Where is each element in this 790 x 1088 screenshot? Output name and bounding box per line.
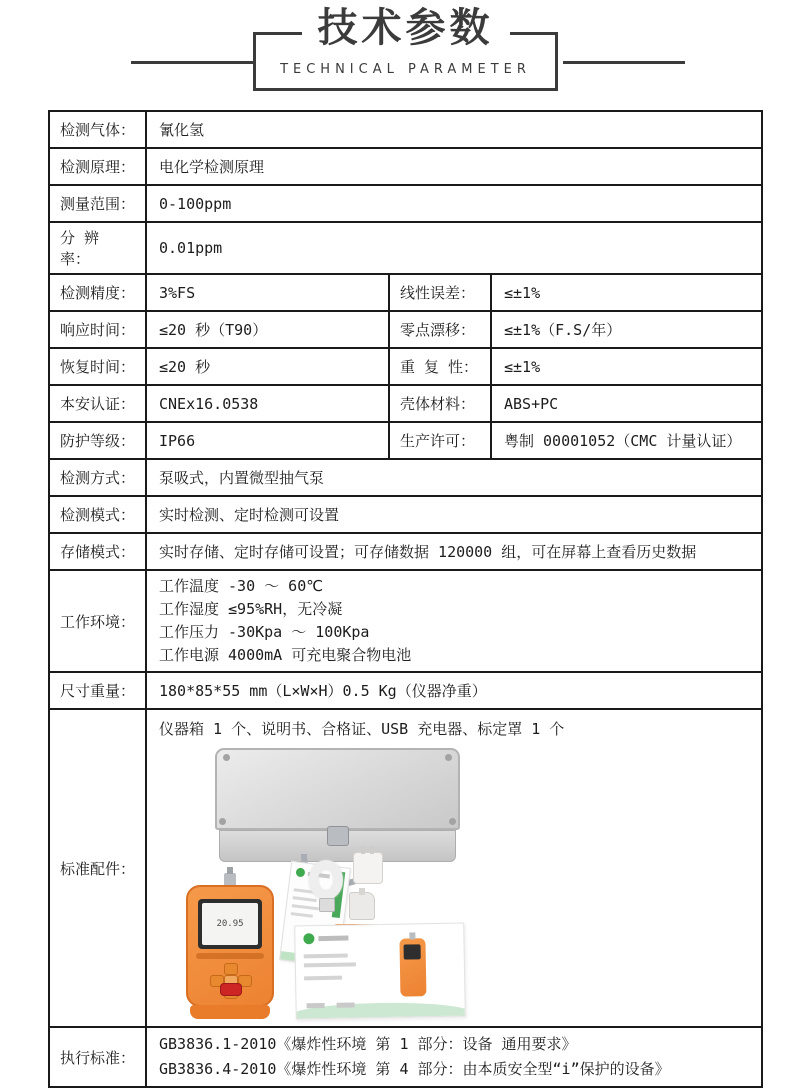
row-label: 防护等级： [49,422,146,459]
standard-line: GB3836.4-2010《爆炸性环境 第 4 部分：由本质安全型“i”保护的设备》 [159,1060,670,1078]
row-value [146,570,762,672]
plug-adapter [349,892,375,920]
row-label: 检测气体： [49,111,146,148]
page-subtitle: TECHNICAL PARAMETER [280,62,531,77]
row-value: ≤20 秒（T90） [146,311,389,348]
row-value: 电化学检测原理 [146,148,762,185]
table-row [49,422,762,459]
env-line: 工作电源 4000mA 可充电聚合物电池 [159,646,412,664]
table-row-work-environment [49,570,762,672]
table-row [49,274,762,311]
product-manual [294,923,466,1020]
row-label: 检测精度： [49,274,146,311]
standard-line: GB3836.1-2010《爆炸性环境 第 1 部分：设备 通用要求》 [159,1035,577,1053]
spec-table [48,110,763,1088]
row-value: 氰化氢 [146,111,762,148]
header-right-rule [563,61,685,64]
power-button [220,983,242,996]
row-label: 测量范围： [49,185,146,222]
row-label: 壳体材料： [389,385,491,422]
row-label: 零点漂移： [389,311,491,348]
table-row [49,385,762,422]
row-value: IP66 [146,422,389,459]
table-row [49,459,762,496]
row-value: 实时检测、定时检测可设置 [146,496,762,533]
manual-title-line [318,936,348,942]
detector-screen [198,899,262,949]
row-label: 标准配件： [49,709,146,1027]
row-value: ≤±1% [491,274,762,311]
row-value: ≤±1%（F.S/年） [491,311,762,348]
row-label: 检测模式： [49,496,146,533]
usb-cable [307,858,347,912]
row-value: 180*85*55 mm（L×W×H）0.5 Kg（仪器净重） [146,672,762,709]
row-label: 尺寸重量： [49,672,146,709]
table-row [49,111,762,148]
row-label: 线性误差： [389,274,491,311]
page-header [0,0,790,104]
case-corner [223,754,230,761]
detector-lcd: 20.95 [202,903,258,945]
table-row [49,348,762,385]
row-label: 工作环境： [49,570,146,672]
case-lock [327,826,349,846]
table-row-accessories [49,709,762,1027]
row-value: CNEx16.0538 [146,385,389,422]
title-box [253,5,558,91]
table-row [49,672,762,709]
env-line: 工作湿度 ≤95%RH，无冷凝 [159,600,343,618]
row-label: 本安认证： [49,385,146,422]
row-value: 3%FS [146,274,389,311]
row-value: 实时存储、定时存储可设置；可存储数据 120000 组，可在屏幕上查看历史数据 [146,533,762,570]
case-corner [449,818,456,825]
usb-connector [319,898,335,912]
row-value: 泵吸式，内置微型抽气泵 [146,459,762,496]
power-plug [353,852,383,884]
table-row [49,185,762,222]
manual-device-image [399,938,426,996]
detector-body [186,885,274,1007]
detector-base [190,1005,270,1019]
usb-cable-coil [309,860,343,900]
detector-label-strip [196,953,264,959]
row-value: ≤±1% [491,348,762,385]
row-value [146,709,762,1027]
brand-logo-icon [303,933,314,944]
row-label: 检测方式： [49,459,146,496]
row-value [146,1027,762,1087]
env-line: 工作压力 -30Kpa ～ 100Kpa [159,623,370,641]
key-up [224,963,238,975]
table-row [49,496,762,533]
case-corner [219,818,226,825]
brand-logo-icon [295,867,305,877]
row-value: 粤制 00001052（CMC 计量认证） [491,422,762,459]
table-row [49,533,762,570]
row-label: 重 复 性： [389,348,491,385]
row-label: 存储模式： [49,533,146,570]
table-row [49,148,762,185]
row-label: 响应时间： [49,311,146,348]
table-row-standards [49,1027,762,1087]
env-line: 工作温度 -30 ～ 60℃ [159,577,324,595]
row-label: 分 辨 率： [49,222,146,274]
case-corner [445,754,452,761]
row-value: ≤20 秒 [146,348,389,385]
row-label: 恢复时间： [49,348,146,385]
row-value: ABS+PC [491,385,762,422]
aluminum-case [215,748,460,860]
table-row [49,311,762,348]
page-title: 技术参数 [302,6,510,50]
gas-detector [180,873,280,1021]
case-lid [215,748,460,830]
row-label: 检测原理： [49,148,146,185]
row-value: 0-100ppm [146,185,762,222]
row-label: 生产许可： [389,422,491,459]
product-photo [177,746,617,1022]
table-row [49,222,762,274]
row-value: 0.01ppm [146,222,762,274]
header-left-rule [131,61,253,64]
accessories-text: 仪器箱 1 个、说明书、合格证、USB 充电器、标定罩 1 个 [159,720,565,738]
row-label: 执行标准： [49,1027,146,1087]
